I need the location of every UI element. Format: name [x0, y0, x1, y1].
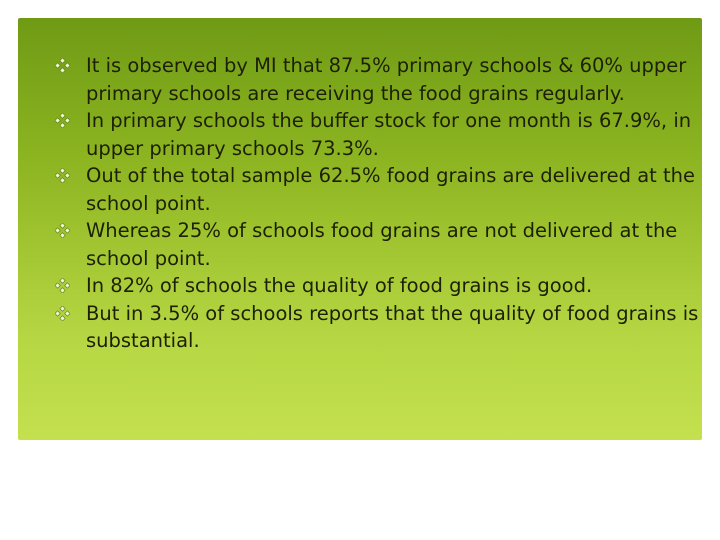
list-item [18, 300, 708, 355]
bullet-text: Out of the total sample 62.5% food grains are delivered at the school point. [86, 164, 695, 215]
list-item [18, 52, 708, 107]
diamond-bullet-icon [55, 278, 70, 293]
bullet-text: Whereas 25% of schools food grains are not delivered at the school point. [86, 219, 678, 270]
diamond-bullet-icon [55, 113, 70, 128]
diamond-bullet-icon [55, 58, 70, 73]
bullet-text: In primary schools the buffer stock for one month is 67.9%, in upper primary schools 73.3%. [86, 109, 692, 160]
diamond-bullet-icon [55, 223, 70, 238]
content-panel [18, 18, 702, 440]
bullet-text: It is observed by MI that 87.5% primary schools & 60% upper primary schools are receiving the food grains regularly. [86, 54, 687, 105]
list-item [18, 217, 708, 272]
list-item [18, 162, 708, 217]
bullet-list [18, 52, 708, 355]
list-item [18, 272, 708, 300]
bullet-text: But in 3.5% of schools reports that the quality of food grains is substantial. [86, 301, 699, 352]
list-item [18, 107, 708, 162]
diamond-bullet-icon [55, 168, 70, 183]
bullet-text: In 82% of schools the quality of food grains is good. [86, 274, 593, 297]
diamond-bullet-icon [55, 306, 70, 321]
